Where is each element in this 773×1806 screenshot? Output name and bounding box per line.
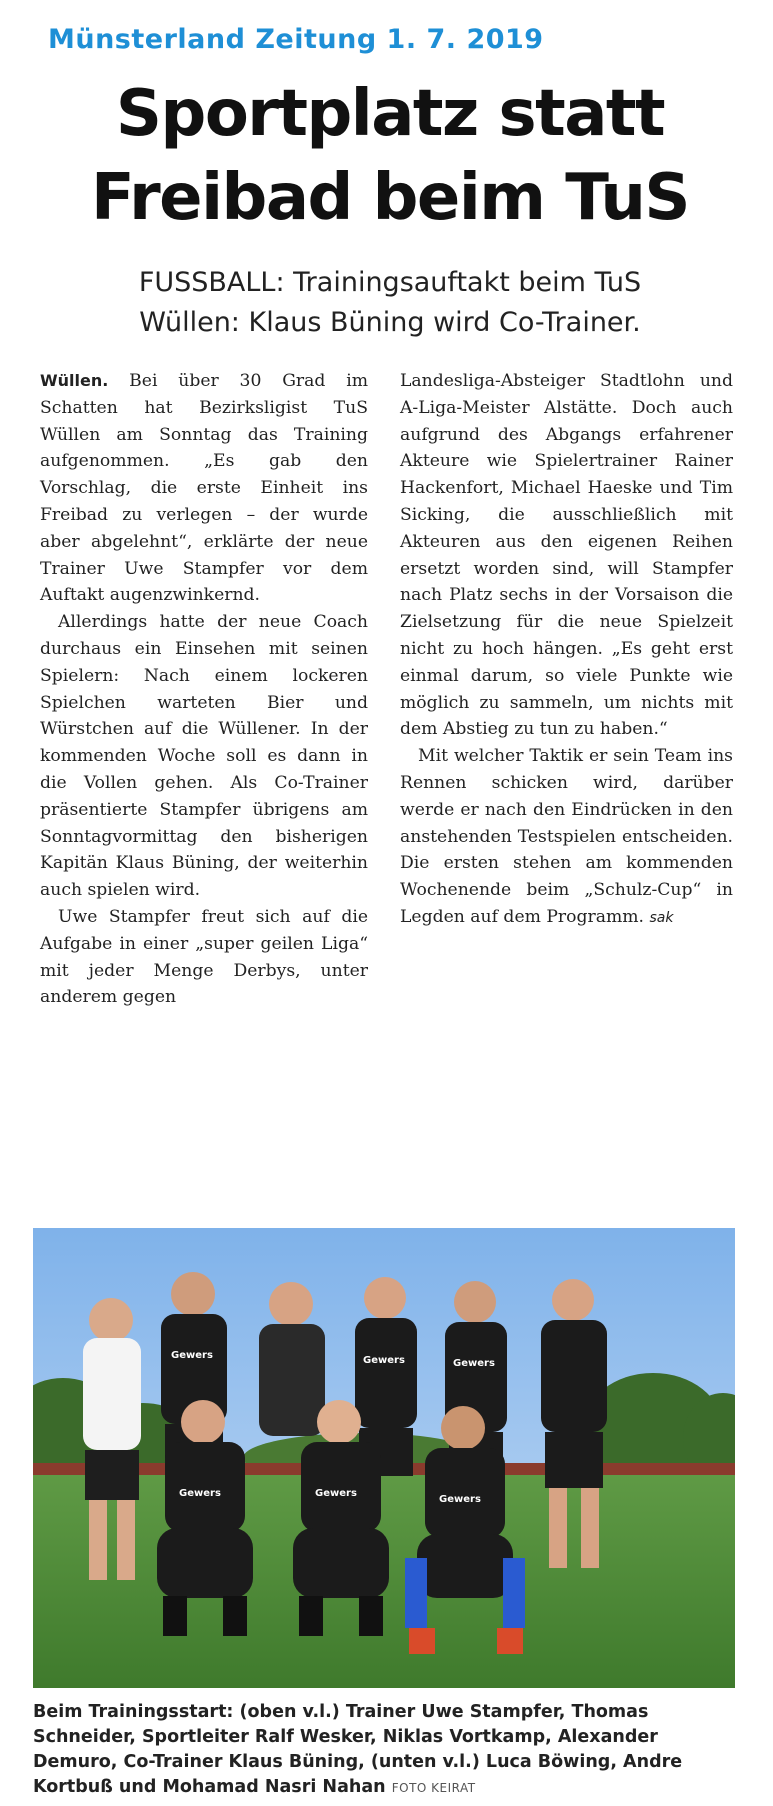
article-paragraph: [40, 368, 368, 609]
jersey-sponsor-text: Gewers: [315, 1488, 357, 1499]
article-paragraph: [400, 743, 733, 932]
jersey-sponsor-text: Gewers: [171, 1350, 213, 1361]
jersey-sponsor-text: Gewers: [453, 1358, 495, 1369]
team-photo: [33, 1228, 735, 1688]
photo-credit: FOTO KEIRAT: [391, 1781, 476, 1795]
article-paragraph: Landesliga-Absteiger Stadtlohn und A-Liga-Meister Alstätte. Doch auch aufgrund des Abgangs erfahrener Akteure wie Spielertrainer Rainer Hackenfort, Michael Haeske und Tim Sicking, die ausschließlich mit Akteuren aus den eigenen Reihen ersetzt worden sind, will Stampfer nach Platz sechs in der Vorsaison die Zielsetzung für die neue Spielzeit nicht zu hoch hängen. „Es geht erst einmal darum, so viele Punkte wie möglich zu sammeln, um nichts mit dem Abstieg zu tun zu haben.“: [400, 371, 733, 740]
article-paragraph: Allerdings hatte der neue Coach durchaus ein Einsehen mit seinen Spielern: Nach einem lockeren Spielchen warteten Bier und Würstchen auf die Wüllener. In der kommenden Woche soll es dann in die Vollen gehen. Als Co-Trainer präsentierte Stampfer übrigens am Sonntagvormittag den bisherigen Kapitän Klaus Büning, der weiterhin auch spielen wird.: [40, 612, 368, 901]
deck-line-2: Wüllen: Klaus Büning wird Co-Trainer.: [139, 307, 641, 338]
source-line: Münsterland Zeitung 1. 7. 2019: [48, 24, 544, 55]
photo-caption: [33, 1700, 745, 1801]
jersey-sponsor-text: Gewers: [363, 1355, 405, 1366]
team-photo-illustration: [33, 1228, 735, 1688]
dateline: Wüllen.: [40, 371, 109, 390]
article-column-left: [40, 368, 368, 1011]
article-paragraph: Uwe Stampfer freut sich auf die Aufgabe in einer „super geilen Liga“ mit jeder Menge Derbys, unter anderem gegen: [40, 906, 368, 1008]
jersey-sponsor-text: Gewers: [179, 1488, 221, 1499]
deck-line-1: FUSSBALL: Trainingsauftakt beim TuS: [138, 267, 642, 298]
headline-line-2: Freibad beim TuS: [90, 161, 690, 235]
headline-line-1: Sportplatz statt: [115, 77, 665, 151]
author-initials: sak: [649, 909, 674, 926]
paragraph-text: Mit welcher Taktik er sein Team ins Rennen schicken wird, darüber werde er nach den Eindrücken in den anstehenden Testspielen entscheiden. Die ersten stehen am kommenden Wochenende beim „Schulz-Cup“ in Legden auf dem Programm.: [400, 746, 733, 927]
paragraph-text: Bei über 30 Grad im Schatten hat Bezirksligist TuS Wüllen am Sonntag das Training aufgenommen. „Es gab den Vorschlag, die erste Einheit ins Freibad zu verlegen – der wurde aber abgelehnt“, erklärte der neue Trainer Uwe Stampfer vor dem Auftakt augenzwinkernd.: [40, 371, 368, 606]
article-column-right: [400, 368, 733, 932]
caption-text: Beim Trainingsstart: (oben v.l.) Trainer Uwe Stampfer, Thomas Schneider, Sportleiter Ralf Wesker, Niklas Vortkamp, Alexander Demuro, Co-Trainer Klaus Büning, (unten v.l.) Luca Böwing, Andre Kortbuß und Mohamad Nasri Nahan: [33, 1702, 683, 1797]
jersey-sponsor-text: Gewers: [439, 1494, 481, 1505]
